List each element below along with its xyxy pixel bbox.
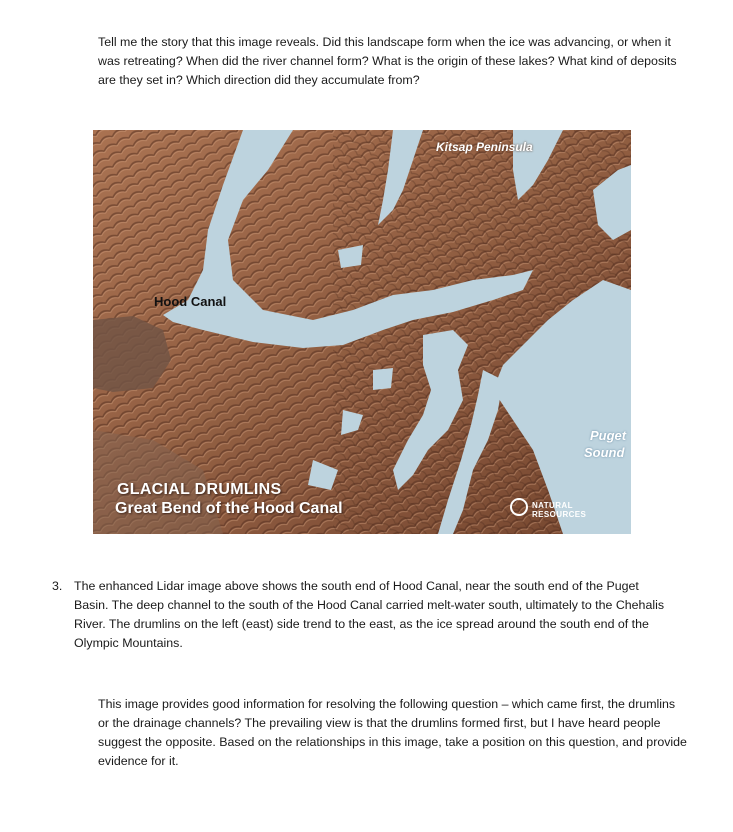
hillshade-overlay: [93, 130, 631, 534]
list-item-text: The enhanced Lidar image above shows the south end of Hood Canal, near the south end of the Puget Basin. The deep channel to the south of the Hood Canal carried melt-water south, ultimately to the Chehalis River. The drumlins on the left (east) side trend to the east, as the ice spread around the south end of the Olympic Mountains.: [74, 579, 665, 650]
logo-text: NATURAL RESOURCES: [532, 501, 587, 519]
hood-canal-label: Hood Canal: [154, 294, 227, 309]
puget-sound-label-line1: Puget: [590, 428, 627, 443]
closing-paragraph: This image provides good information for resolving the following question – which came first, the drumlins or the drainage channels? The prevailing view is that the drumlins formed first, but I have heard people suggest the opposite. Based on the relationships in this image, take a position on this question, and provide evidence for it.: [98, 697, 687, 768]
figure-title-line1: GLACIAL DRUMLINS: [117, 481, 282, 498]
puget-sound-label-line2: Sound: [584, 445, 625, 460]
figure-title-line2: Great Bend of the Hood Canal: [115, 500, 343, 517]
lidar-figure: [93, 130, 631, 534]
logo-seal-icon: [510, 498, 528, 516]
list-number: 3.: [52, 579, 63, 593]
natural-resources-logo: [504, 497, 622, 519]
intro-paragraph: Tell me the story that this image reveals. Did this landscape form when the ice was advancing, or when it was retreating? When did the river channel form? What is the origin of these lakes? What kind of deposits are they set in? Which direction did they accumulate from?: [98, 35, 677, 87]
kitsap-peninsula-label: Kitsap Peninsula: [436, 140, 533, 154]
lidar-map-image: [93, 130, 631, 534]
